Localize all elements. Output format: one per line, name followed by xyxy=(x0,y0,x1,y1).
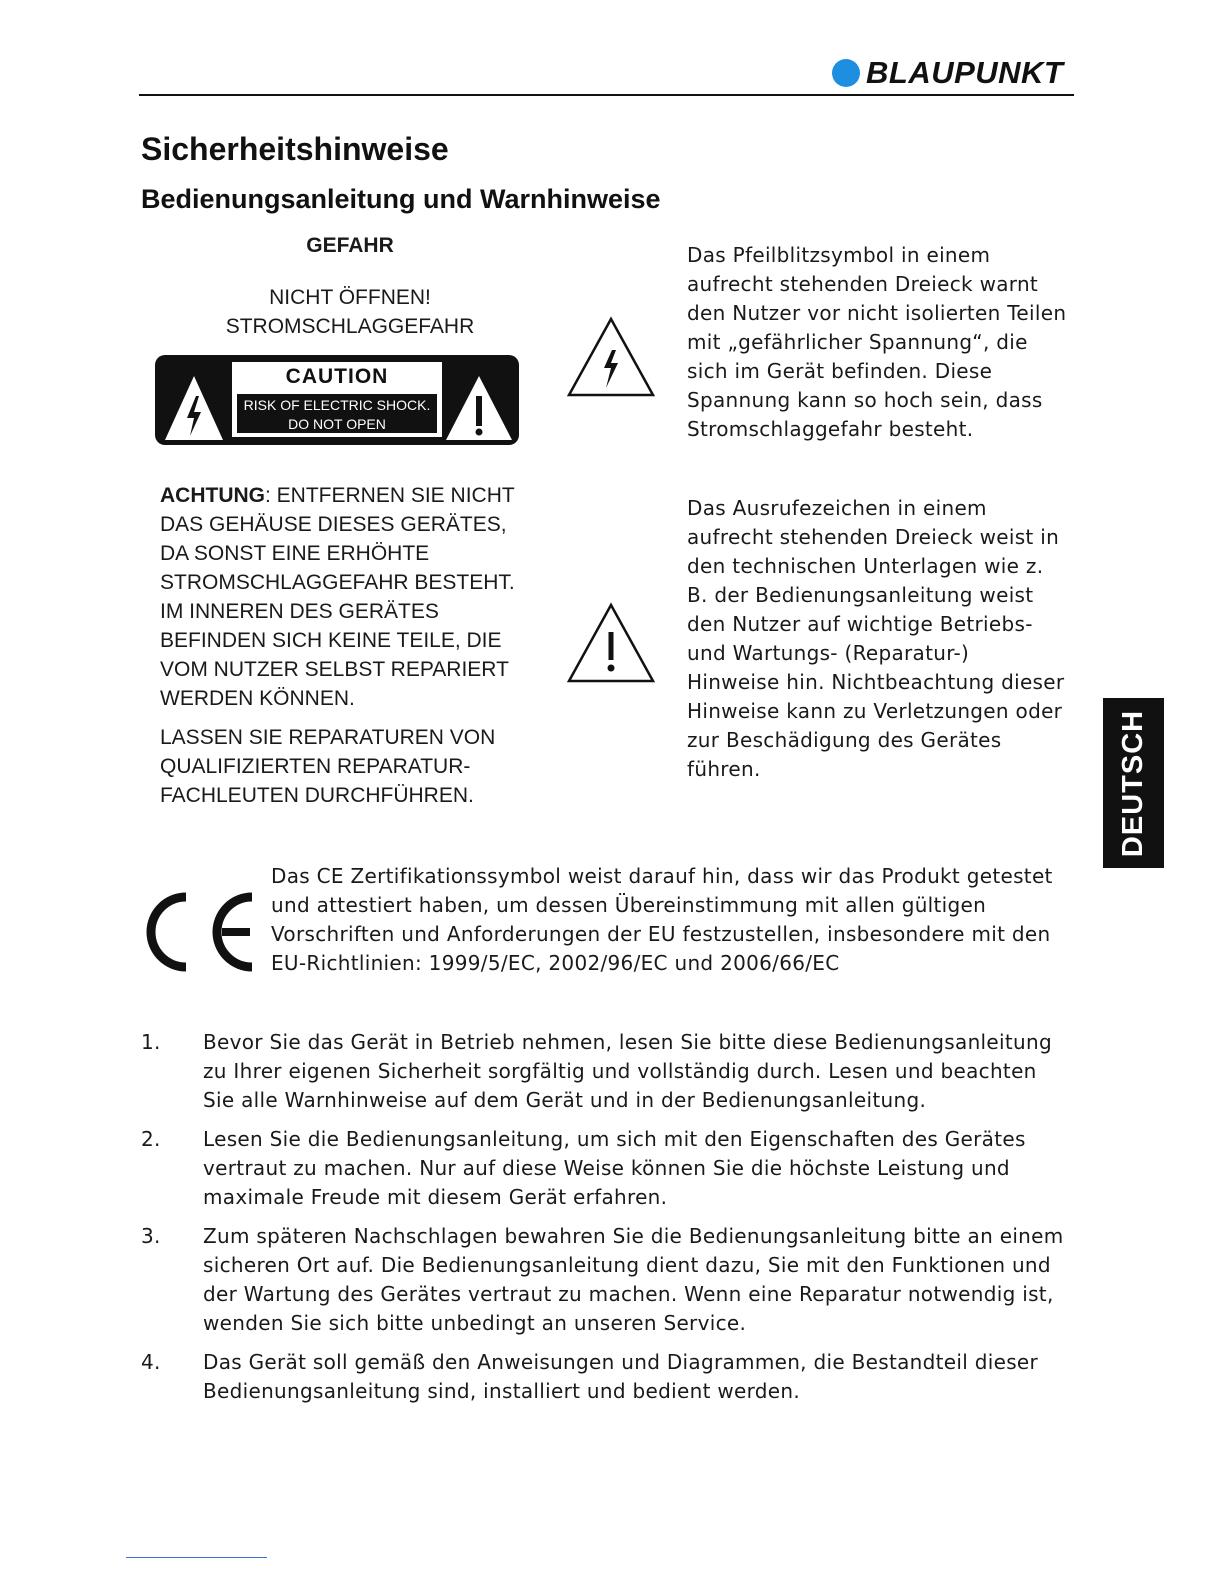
page-title: Sicherheitshinweise xyxy=(141,131,449,167)
instruction-list xyxy=(141,1028,1071,1416)
list-item xyxy=(141,1222,1071,1338)
list-item-text: Das Gerät soll gemäß den Anweisungen und Diagrammen, die Bestandteil dieser Bedienungsanleitung sind, installiert und bedient werden. xyxy=(203,1350,1039,1403)
caution-line-1: RISK OF ELECTRIC SHOCK. xyxy=(243,397,431,413)
list-item-number: 4. xyxy=(141,1350,161,1374)
list-item-text: Lesen Sie die Bedienungsanleitung, um sich mit den Eigenschaften des Gerätes vertraut zu machen. Nur auf diese Weise können Sie die höchste Leistung und maximale Freude mit diesem Gerät erfahren. xyxy=(203,1127,1026,1209)
list-item xyxy=(141,1028,1071,1115)
danger-heading: GEFAHR xyxy=(306,234,394,257)
exclamation-warning-icon xyxy=(566,602,656,688)
achtung-label: ACHTUNG xyxy=(160,484,265,507)
danger-line-2: STROMSCHLAGGEFAHR xyxy=(225,315,475,338)
danger-text xyxy=(150,283,550,341)
lightning-warning-icon xyxy=(566,316,656,402)
header-divider xyxy=(139,94,1074,96)
language-tab-label xyxy=(1103,698,1164,868)
list-item-text: Bevor Sie das Gerät in Betrieb nehmen, lesen Sie bitte diese Bedienungsanleitung zu Ihrer eigenen Sicherheit sorgfältig und vollständig durch. Lesen und beachten Sie alle Warnhinweise auf dem Gerät und in der Bedienungsanleitung. xyxy=(203,1030,1052,1112)
language-tab-text: DEUTSCH xyxy=(1117,709,1150,857)
caution-exclamation-icon xyxy=(444,374,514,446)
ce-description: Das CE Zertifikationssymbol weist darauf hin, dass wir das Produkt getestet und attestiert haben, um dessen Übereinstimmung mit allen gültigen Vorschriften und Anforderungen der EU festzustellen, insbesondere mit den EU-Richtlinien: 1999/5/EC, 2002/96/EC und 2006/66/EC xyxy=(271,864,1053,975)
list-item xyxy=(141,1125,1071,1212)
danger-line-1: NICHT ÖFFNEN! xyxy=(269,286,431,309)
caution-title: CAUTION xyxy=(285,365,389,388)
list-item-text: Zum späteren Nachschlagen bewahren Sie die Bedienungsanleitung bitte an einem sicheren Ort auf. Die Bedienungsanleitung dient dazu, Sie mit den Funktionen und der Wartung des Gerätes vertraut zu machen. Wenn eine Reparatur notwendig ist, wenden Sie sich bitte unbedingt an unseren Service. xyxy=(203,1224,1064,1335)
repair-notice: LASSEN SIE REPARATUREN VON QUALIFIZIERTEN REPARATUR-FACHLEUTEN DURCHFÜHREN. xyxy=(160,726,496,807)
brand-name: BLAUPUNKT xyxy=(866,55,1064,90)
list-item-number: 1. xyxy=(141,1030,161,1054)
list-item-number: 2. xyxy=(141,1127,161,1151)
achtung-text: : ENTFERNEN SIE NICHT DAS GEHÄUSE DIESES GERÄTES, DA SONST EINE ERHÖHTE STROMSCHLAGGEFAHR BESTEHT. IM INNEREN DES GERÄTES BEFINDEN SICH KEINE TEILE, DIE VOM NUTZER SELBST REPARIERT WERDEN KÖNNEN. xyxy=(160,484,515,710)
ce-mark-icon xyxy=(146,891,258,977)
caution-line-2: DO NOT OPEN xyxy=(288,416,386,432)
exclamation-symbol-description: Das Ausrufezeichen in einem aufrecht stehenden Dreieck weist in den technischen Unterlagen wie z. B. der Bedienungsanleitung weist den Nutzer auf wichtige Betriebs- und Wartungs- (Reparatur-) Hinweise hin. Nichtbeachtung dieser Hinweise kann zu Verletzungen oder zur Beschädigung des Gerätes führen. xyxy=(687,496,1065,781)
brand-dot-icon xyxy=(832,59,860,87)
achtung-paragraph xyxy=(160,481,540,713)
footer-divider xyxy=(126,1557,267,1558)
bolt-symbol-description: Das Pfeilblitzsymbol in einem aufrecht stehenden Dreieck warnt den Nutzer vor nicht isolierten Teilen mit „gefährlicher Spannung“, die sich im Gerät befinden. Diese Spannung kann so hoch sein, dass Stromschlaggefahr besteht. xyxy=(687,243,1067,441)
page-subtitle: Bedienungsanleitung und Warnhinweise xyxy=(141,184,661,214)
list-item xyxy=(141,1348,1071,1406)
caution-bolt-icon xyxy=(163,374,225,446)
brand-logo xyxy=(832,55,1063,91)
list-item-number: 3. xyxy=(141,1224,161,1248)
